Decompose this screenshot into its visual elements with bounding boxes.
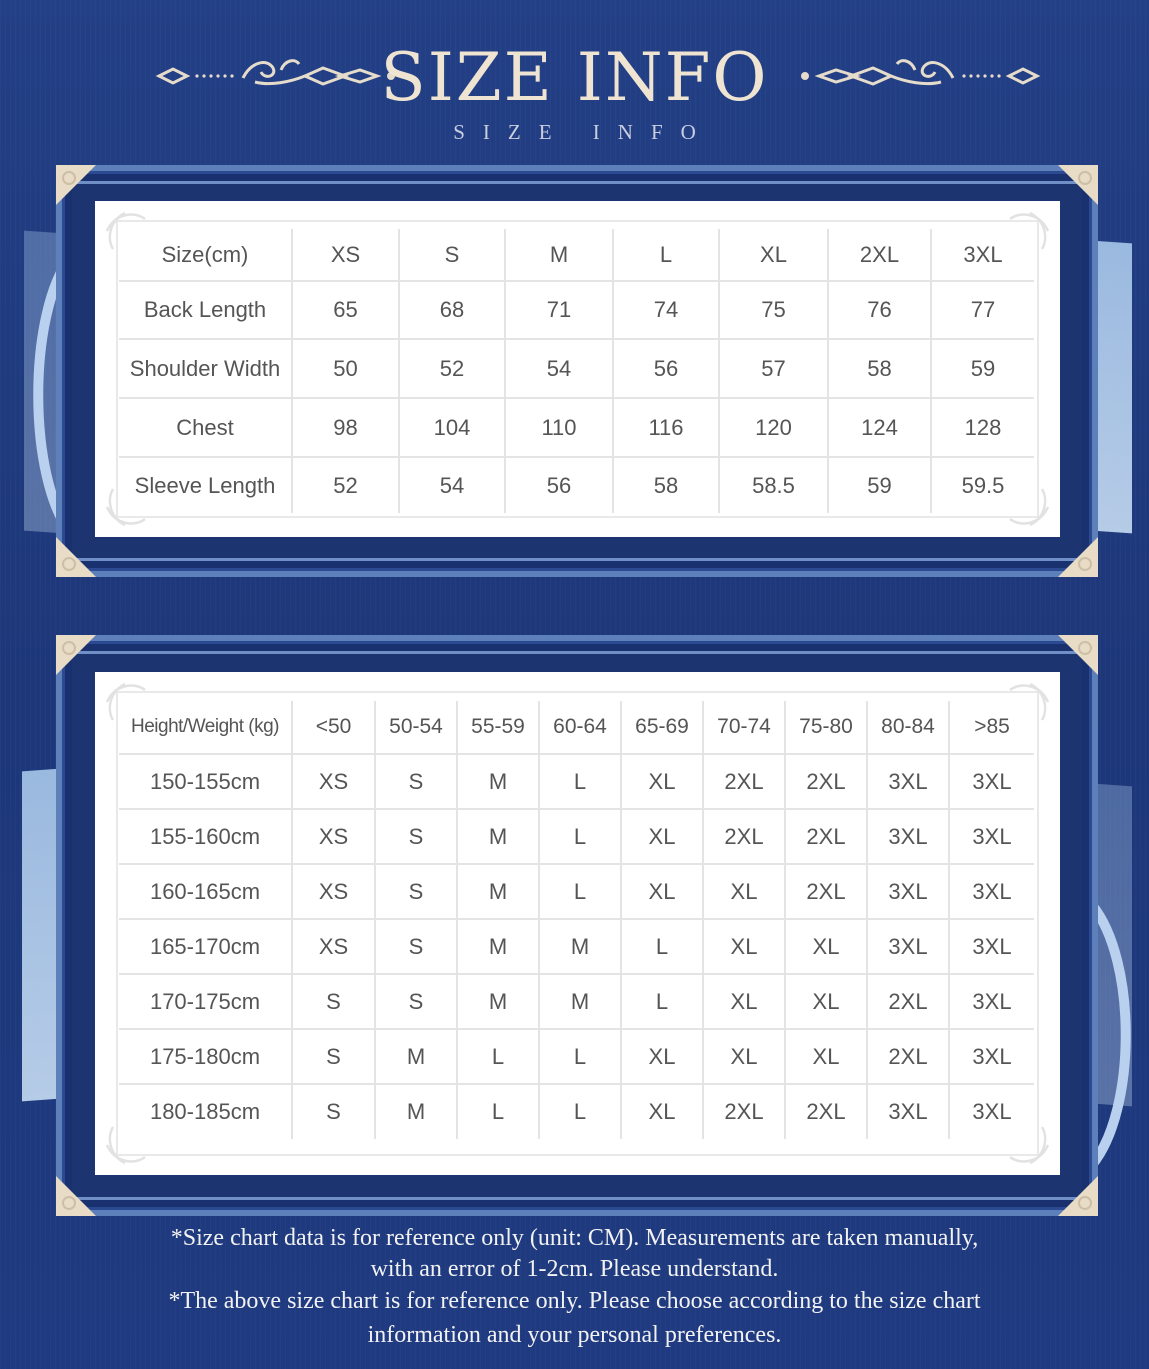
note-line: *The above size chart is for reference only. Please choose according to the size chart (168, 1288, 981, 1314)
table-cell: 59 (828, 457, 931, 513)
table-cell: S (375, 974, 457, 1029)
table-cell: 65 (292, 281, 399, 339)
table-row (119, 457, 1034, 513)
corner-ornament-icon (56, 537, 96, 577)
table-cell: 52 (292, 457, 399, 513)
column-header: 60-64 (539, 701, 621, 754)
table-cell: S (292, 1029, 375, 1084)
table-cell: L (539, 864, 621, 919)
table-cell: S (375, 754, 457, 809)
table-cell: M (457, 864, 539, 919)
table-cell: M (539, 974, 621, 1029)
table-cell: XL (621, 1084, 703, 1139)
corner-ornament-icon (1058, 635, 1098, 675)
table-cell: XL (621, 1029, 703, 1084)
table-cell: L (539, 1084, 621, 1139)
table-cell: XS (292, 919, 375, 974)
table-cell: 3XL (949, 864, 1034, 919)
table-cell: 104 (399, 398, 505, 457)
table-cell: 2XL (785, 1084, 867, 1139)
column-header: L (613, 229, 719, 281)
row-label: 175-180cm (119, 1029, 292, 1084)
table-cell: XL (621, 754, 703, 809)
table-cell: S (375, 864, 457, 919)
row-label: 155-160cm (119, 809, 292, 864)
table-cell: M (375, 1029, 457, 1084)
frame-bottom-line (56, 1197, 1098, 1200)
table-cell: 57 (719, 339, 828, 398)
table-cell: 2XL (785, 809, 867, 864)
table-cell: L (539, 754, 621, 809)
corner-ornament-icon (1058, 537, 1098, 577)
table-cell: 2XL (703, 754, 785, 809)
table-cell: 74 (613, 281, 719, 339)
table-cell: 59 (931, 339, 1034, 398)
table-cell: XS (292, 809, 375, 864)
table-cell: 3XL (949, 1084, 1034, 1139)
table-cell: 71 (505, 281, 613, 339)
table-cell: 76 (828, 281, 931, 339)
size-recommendation-table (119, 701, 1034, 1139)
table-cell: XL (785, 1029, 867, 1084)
table-cell: L (457, 1029, 539, 1084)
table-row (119, 864, 1034, 919)
table-cell: S (375, 809, 457, 864)
table-cell: 110 (505, 398, 613, 457)
left-glass-pane (22, 769, 60, 1102)
note-line: information and your personal preferences. (367, 1322, 782, 1348)
corner-ornament-icon (1058, 165, 1098, 205)
column-header: XS (292, 229, 399, 281)
table-cell: 3XL (949, 919, 1034, 974)
table-cell: 68 (399, 281, 505, 339)
column-header: S (399, 229, 505, 281)
table-cell: 54 (505, 339, 613, 398)
footer-notes (0, 1223, 1149, 1351)
table-cell: XS (292, 864, 375, 919)
table-row (119, 1084, 1034, 1139)
table-row (119, 809, 1034, 864)
header (0, 38, 1149, 148)
table-row (119, 281, 1034, 339)
frame-top-line (56, 181, 1098, 184)
table-cell: M (457, 919, 539, 974)
table-cell: 2XL (867, 974, 949, 1029)
table-cell: XL (703, 919, 785, 974)
table-header-row (119, 701, 1034, 754)
table-cell: XL (703, 864, 785, 919)
column-header: Height/Weight (kg) (131, 716, 279, 737)
table-cell: 2XL (785, 754, 867, 809)
column-header: XL (719, 229, 828, 281)
table-cell: 120 (719, 398, 828, 457)
table-cell: 2XL (703, 1084, 785, 1139)
table-cell: S (292, 1084, 375, 1139)
table-cell: 3XL (949, 1029, 1034, 1084)
corner-ornament-icon (1058, 1176, 1098, 1216)
table-cell: 58.5 (719, 457, 828, 513)
table-header-row (119, 229, 1034, 281)
corner-ornament-icon (56, 165, 96, 205)
corner-ornament-icon (56, 1176, 96, 1216)
table-cell: 116 (613, 398, 719, 457)
table-cell: L (539, 1029, 621, 1084)
corner-ornament-icon (56, 635, 96, 675)
table-cell: S (292, 974, 375, 1029)
table-cell: L (539, 809, 621, 864)
table-row (119, 974, 1034, 1029)
table-cell: 50 (292, 339, 399, 398)
row-label: Sleeve Length (119, 457, 292, 513)
table-row (119, 1029, 1034, 1084)
table-cell: 3XL (949, 974, 1034, 1029)
row-label: 160-165cm (119, 864, 292, 919)
table-cell: 75 (719, 281, 828, 339)
table-cell: 56 (613, 339, 719, 398)
right-glass-pane (1092, 241, 1132, 534)
row-label: Back Length (119, 281, 292, 339)
row-label: 150-155cm (119, 754, 292, 809)
column-header: 70-74 (703, 701, 785, 754)
table-cell: 58 (613, 457, 719, 513)
table-cell: L (621, 974, 703, 1029)
table-cell: S (375, 919, 457, 974)
row-label: 180-185cm (119, 1084, 292, 1139)
column-header: 80-84 (867, 701, 949, 754)
table-cell: 128 (931, 398, 1034, 457)
table-cell: M (457, 754, 539, 809)
right-flourish-icon (796, 52, 1041, 96)
table-cell: L (457, 1084, 539, 1139)
table-row (119, 919, 1034, 974)
row-label: Shoulder Width (119, 339, 292, 398)
table-cell: M (457, 974, 539, 1029)
table-row (119, 339, 1034, 398)
column-header: <50 (292, 701, 375, 754)
table-cell: 3XL (867, 754, 949, 809)
table-cell: XL (703, 1029, 785, 1084)
table-cell: 3XL (867, 919, 949, 974)
table-cell: 2XL (703, 809, 785, 864)
row-label: Chest (119, 398, 292, 457)
table-cell: XS (292, 754, 375, 809)
table-cell: 58 (828, 339, 931, 398)
table-cell: 54 (399, 457, 505, 513)
page-title: SIZE INFO (380, 39, 769, 116)
table-cell: 3XL (949, 754, 1034, 809)
table-cell: 3XL (867, 809, 949, 864)
page-subtitle: SIZE INFO (453, 120, 714, 144)
table-cell: 56 (505, 457, 613, 513)
column-header: 3XL (931, 229, 1034, 281)
table-cell: XL (785, 919, 867, 974)
table-cell: XL (703, 974, 785, 1029)
table-cell: 3XL (949, 809, 1034, 864)
table-cell: 2XL (785, 864, 867, 919)
table-cell: 3XL (867, 864, 949, 919)
table-cell: L (621, 919, 703, 974)
table-cell: 52 (399, 339, 505, 398)
table-cell: M (375, 1084, 457, 1139)
column-header: >85 (949, 701, 1034, 754)
table-row (119, 398, 1034, 457)
note-line: *Size chart data is for reference only (unit: CM). Measurements are taken manually, (170, 1225, 979, 1251)
column-header: 65-69 (621, 701, 703, 754)
table-cell: XL (785, 974, 867, 1029)
row-label: 165-170cm (119, 919, 292, 974)
note-line: with an error of 1-2cm. Please understand. (370, 1256, 779, 1282)
column-header: 55-59 (457, 701, 539, 754)
frame-top-line (56, 651, 1098, 654)
column-header: 50-54 (375, 701, 457, 754)
table-cell: XL (621, 864, 703, 919)
table-cell: M (539, 919, 621, 974)
column-header: M (505, 229, 613, 281)
measurement-table (119, 229, 1034, 513)
frame-bottom-line (56, 558, 1098, 561)
table-row (119, 754, 1034, 809)
table-cell: 59.5 (931, 457, 1034, 513)
table-cell: M (457, 809, 539, 864)
column-header: Size(cm) (161, 241, 249, 267)
table-cell: 3XL (867, 1084, 949, 1139)
column-header: 75-80 (785, 701, 867, 754)
column-header: 2XL (828, 229, 931, 281)
table-cell: 124 (828, 398, 931, 457)
table-cell: 98 (292, 398, 399, 457)
table-cell: 2XL (867, 1029, 949, 1084)
row-label: 170-175cm (119, 974, 292, 1029)
table-cell: XL (621, 809, 703, 864)
table-cell: 77 (931, 281, 1034, 339)
